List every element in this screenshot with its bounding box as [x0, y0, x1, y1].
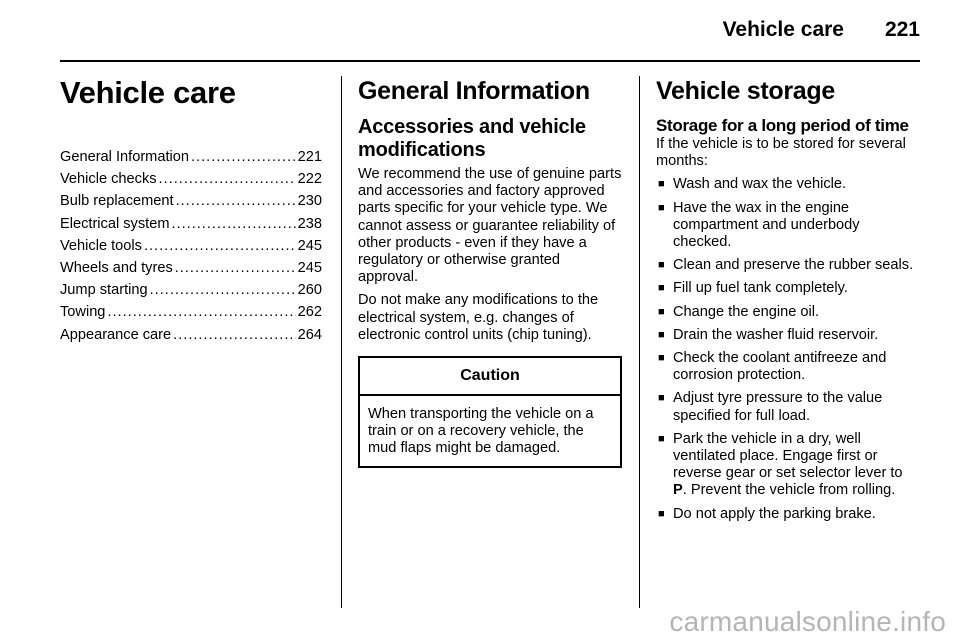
list-item	[656, 390, 920, 424]
chapter-title: Vehicle care	[60, 75, 236, 110]
list-item	[656, 506, 920, 523]
toc-page: 221	[297, 149, 322, 165]
toc-item-general-information[interactable]	[60, 146, 322, 168]
list-item	[656, 257, 920, 274]
running-header-title: Vehicle care	[722, 18, 844, 41]
general-information-column	[358, 76, 622, 468]
toc-label: Towing	[60, 304, 106, 321]
list-item	[656, 431, 920, 500]
toc-item-appearance-care[interactable]	[60, 324, 322, 346]
list-item-text: Do not apply the parking brake.	[673, 505, 876, 522]
list-item	[656, 200, 920, 252]
toc-label: Wheels and tyres	[60, 259, 173, 276]
toc-item-electrical-system[interactable]	[60, 213, 322, 235]
toc-leader	[144, 235, 296, 257]
caution-text: When transporting the vehicle on a train or on a recovery vehicle, the mud flaps might be damaged.	[368, 406, 594, 457]
toc-item-jump-starting[interactable]	[60, 279, 322, 301]
toc-page: 260	[297, 282, 322, 299]
toc-leader	[176, 190, 296, 212]
toc-item-vehicle-tools[interactable]	[60, 235, 322, 257]
subsection-title: Storage for a long period of time	[656, 116, 909, 135]
caution-heading: Caution	[360, 358, 620, 396]
toc-label: Electrical system	[60, 215, 170, 232]
toc-label: Jump starting	[60, 282, 148, 299]
toc-item-wheels-and-tyres[interactable]	[60, 257, 322, 279]
list-item	[656, 327, 920, 344]
toc-page: 222	[297, 171, 322, 188]
bullet-icon: ■	[658, 178, 665, 191]
column-divider	[639, 76, 640, 608]
column-divider	[341, 76, 342, 608]
toc-page: 262	[297, 304, 322, 321]
list-item	[656, 350, 920, 384]
toc-leader	[191, 146, 296, 168]
toc-leader	[171, 213, 295, 235]
list-item-text: Park the vehicle in a dry, well ventilated place. Engage first or reverse gear or set selector lever to	[673, 430, 903, 482]
toc-item-towing[interactable]	[60, 301, 322, 323]
subsection-title: Accessories and vehicle modifications	[358, 116, 586, 161]
section-title: Vehicle storage	[656, 77, 835, 105]
page-header	[60, 18, 920, 48]
toc-page: 238	[297, 215, 322, 232]
toc-label: Bulb replacement	[60, 193, 174, 210]
selector-position-p: P	[673, 482, 683, 499]
toc-leader	[173, 324, 295, 346]
toc-leader	[150, 279, 296, 301]
list-item	[656, 280, 920, 297]
list-item-text: Wash and wax the vehicle.	[673, 176, 847, 193]
bullet-icon: ■	[658, 352, 665, 365]
table-of-contents	[60, 146, 322, 346]
toc-label: General Information	[60, 149, 189, 165]
list-item-text: Fill up fuel tank completely.	[673, 280, 848, 297]
chapter-column	[60, 76, 322, 346]
bullet-icon: ■	[658, 282, 665, 295]
body-paragraph: If the vehicle is to be stored for several months:	[656, 136, 906, 170]
toc-item-bulb-replacement[interactable]	[60, 190, 322, 212]
toc-item-vehicle-checks[interactable]	[60, 168, 322, 190]
toc-page: 230	[297, 193, 322, 210]
bullet-icon: ■	[658, 392, 665, 405]
page-number: 221	[884, 18, 920, 41]
toc-label: Appearance care	[60, 326, 172, 343]
list-item-text: Have the wax in the engine compartment and underbody checked.	[673, 199, 860, 251]
bullet-icon: ■	[658, 432, 665, 445]
toc-label: Vehicle tools	[60, 237, 142, 254]
toc-page: 264	[297, 326, 322, 343]
toc-leader	[159, 168, 296, 190]
bullet-icon: ■	[658, 259, 665, 272]
bullet-icon: ■	[658, 201, 665, 214]
list-item-text: Clean and preserve the rubber seals.	[673, 257, 914, 274]
list-item-text: Check the coolant antifreeze and corrosion protection.	[673, 350, 887, 384]
caution-box	[358, 356, 622, 468]
vehicle-storage-column	[656, 76, 920, 523]
bullet-icon: ■	[658, 507, 665, 520]
toc-leader	[107, 301, 295, 323]
list-item-text: Change the engine oil.	[673, 303, 820, 320]
section-title: General Information	[358, 77, 590, 105]
toc-leader	[175, 257, 296, 279]
toc-page: 245	[297, 237, 322, 254]
body-paragraph: Do not make any modifications to the electrical system, e.g. changes of electronic control units (chip tuning).	[358, 292, 599, 343]
watermark: carmanualsonline.info	[669, 606, 946, 637]
storage-list	[656, 176, 920, 522]
body-paragraph: We recommend the use of genuine parts and accessories and factory approved parts specific for your vehicle type. We cannot assess or guarantee reliability of other products - even if they have a regulatory or otherwise granted approval.	[358, 166, 622, 286]
header-rule	[60, 60, 920, 62]
list-item-text: Drain the washer fluid reservoir.	[673, 326, 879, 343]
list-item	[656, 176, 920, 193]
bullet-icon: ■	[658, 328, 665, 341]
list-item	[656, 304, 920, 321]
list-item-text: . Prevent the vehicle from rolling.	[682, 482, 896, 499]
toc-label: Vehicle checks	[60, 171, 157, 188]
list-item-text: Adjust tyre pressure to the value specified for full load.	[673, 390, 883, 424]
bullet-icon: ■	[658, 305, 665, 318]
toc-page: 245	[297, 259, 322, 276]
